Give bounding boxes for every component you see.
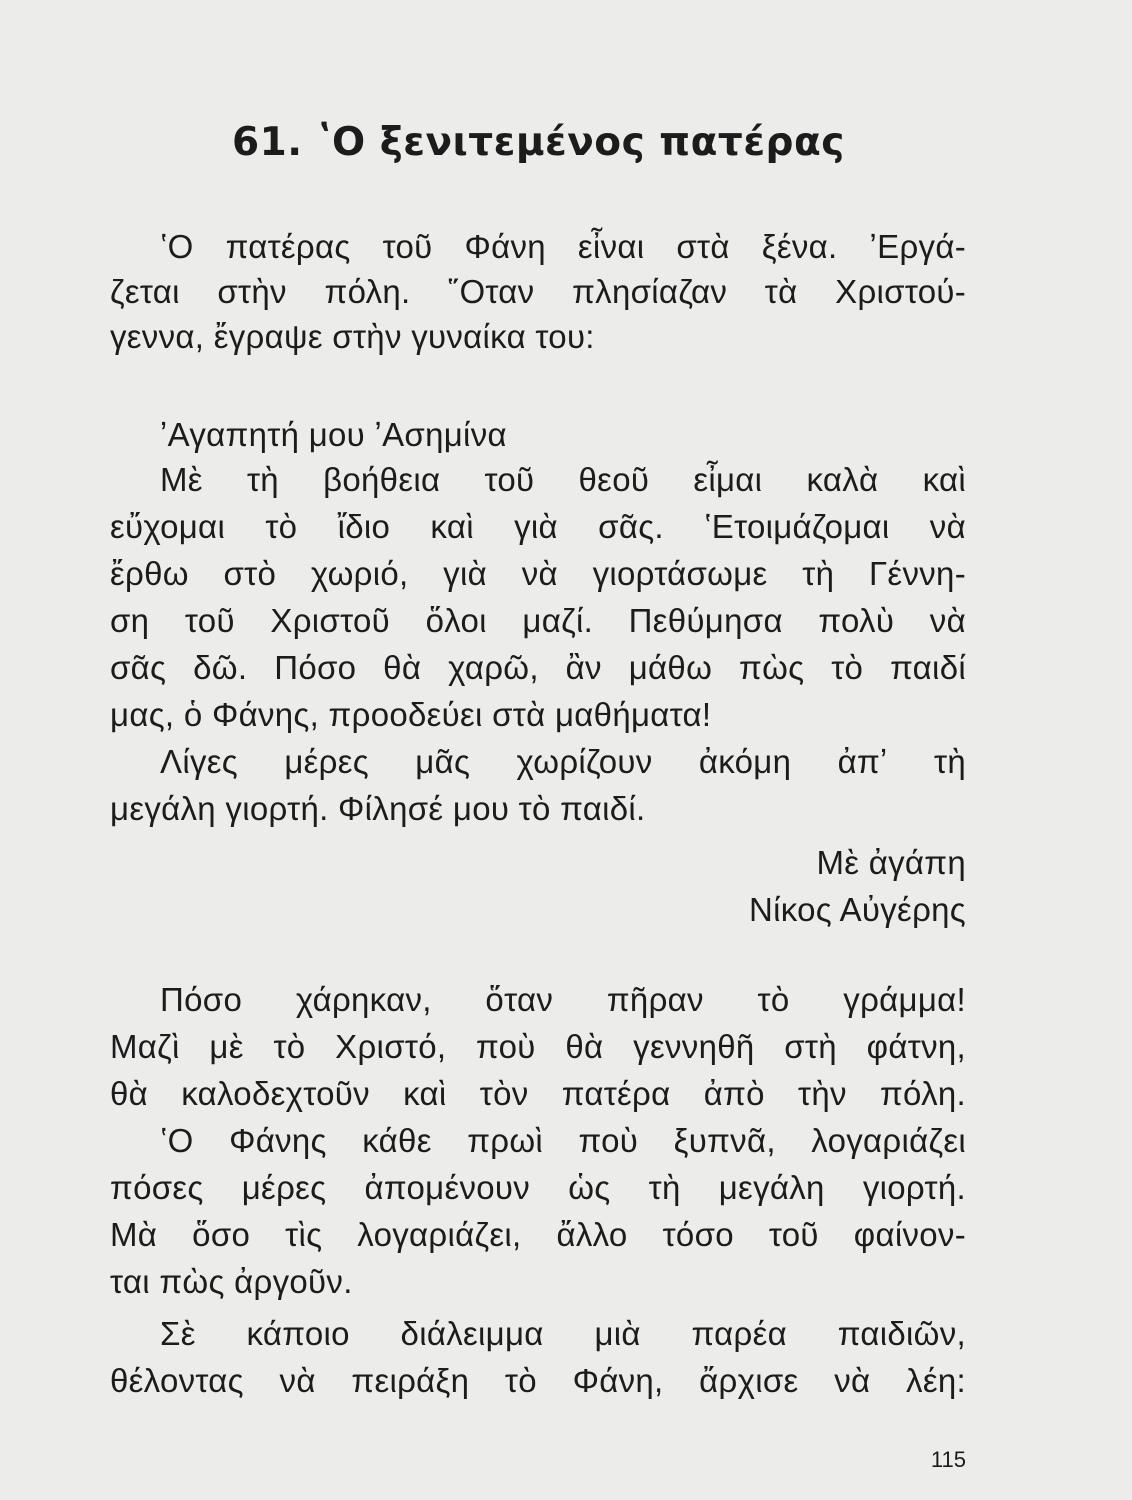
text-line-20: Μὰ ὅσο τὶς λογαριάζει, ἄλλο τόσο τοῦ φαίνον- [110, 1216, 966, 1253]
text-line-3: γεννα, ἔγραψε στὴν γυναίκα του: [110, 318, 595, 355]
text-line-19: πόσες μέρες ἀπομένουν ὡς τὴ μεγάλη γιορτή. [110, 1169, 966, 1206]
letter-salutation: ʼΑγαπητή μου ʼΑσημίνα [160, 416, 507, 453]
text-line-15: Πόσο χάρηκαν, ὅταν πῆραν τὸ γράμμα! [160, 981, 966, 1018]
text-line-7: ἔρθω στὸ χωριό, γιὰ νὰ γιορτάσωμε τὴ Γέννη- [110, 555, 966, 592]
text-line-10: μας, ὁ Φάνης, προοδεύει στὰ μαθήματα! [110, 696, 712, 733]
text-line-11: Λίγες μέρες μᾶς χωρίζουν ἀκόμη ἀπʼ τὴ [160, 743, 966, 780]
page-number: 115 [930, 1447, 966, 1472]
text-line-18: ʽΟ Φάνης κάθε πρωὶ ποὺ ξυπνᾶ, λογαριάζει [160, 1122, 966, 1159]
letter-signature: Νίκος Αὐγέρης [748, 891, 966, 928]
text-line-1: ʽΟ πατέρας τοῦ Φάνη εἶναι στὰ ξένα. ʼΕργά- [160, 228, 966, 265]
text-line-22: Σὲ κάποιο διάλειμμα μιὰ παρέα παιδιῶν, [160, 1315, 966, 1352]
text-line-9: σᾶς δῶ. Πόσο θὰ χαρῶ, ἂν μάθω πὼς τὸ παιδί [110, 649, 966, 686]
text-line-12: μεγάλη γιορτή. Φίλησέ μου τὸ παιδί. [110, 790, 646, 827]
text-line-8: ση τοῦ Χριστοῦ ὅλοι μαζί. Πεθύμησα πολὺ νὰ [110, 602, 966, 639]
text-line-6: εὔχομαι τὸ ἴδιο καὶ γιὰ σᾶς. ʽΕτοιμάζομαι νὰ [110, 508, 966, 545]
text-line-2: ζεται στὴν πόλη. ῞Οταν πλησίαζαν τὰ Χριστού- [110, 273, 966, 310]
text-line-16: Μαζὶ μὲ τὸ Χριστό, ποὺ θὰ γεννηθῆ στὴ φάτνη, [110, 1028, 966, 1065]
text-line-23: θέλοντας νὰ πειράξη τὸ Φάνη, ἄρχισε νὰ λέη: [110, 1362, 966, 1399]
text-line-5: Μὲ τὴ βοήθεια τοῦ θεοῦ εἶμαι καλὰ καὶ [160, 461, 966, 498]
chapter-title: 61. ʽΟ ξενιτεμένος πατέρας [232, 120, 845, 165]
text-line-17: θὰ καλοδεχτοῦν καὶ τὸν πατέρα ἀπὸ τὴν πόλη. [110, 1075, 966, 1112]
text-line-21: ται πὼς ἀργοῦν. [110, 1263, 353, 1300]
letter-closing: Μὲ ἀγάπη [816, 844, 966, 881]
